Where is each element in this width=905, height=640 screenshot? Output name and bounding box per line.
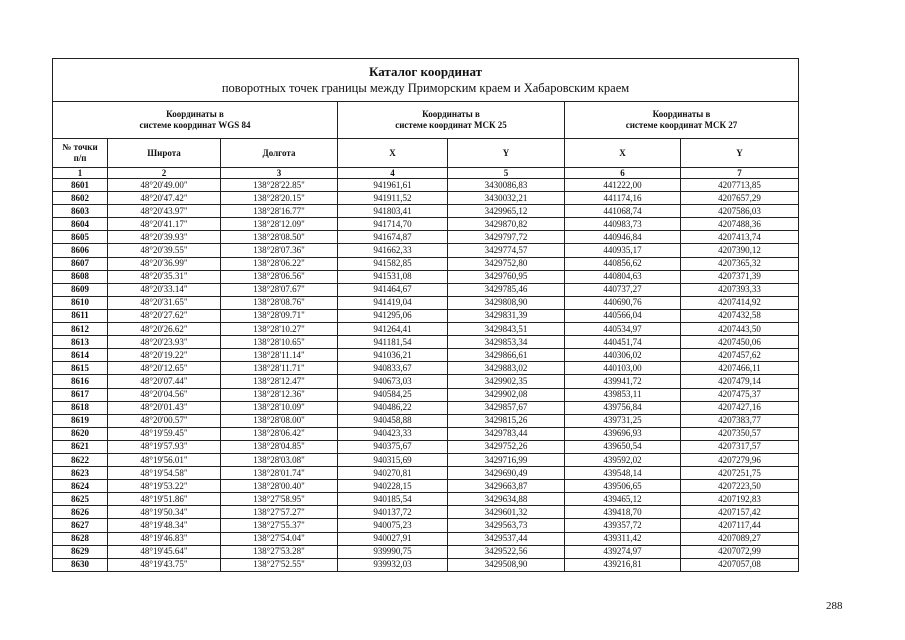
cell-msk25-y: 3429783,44 — [448, 427, 565, 440]
cell-point-no: 8621 — [53, 440, 108, 453]
cell-msk27-x: 439853,11 — [565, 388, 681, 401]
cell-msk25-x: 940673,03 — [338, 375, 448, 388]
table-row — [53, 493, 799, 506]
cell-latitude: 48°20'49.00" — [108, 179, 221, 192]
cell-msk27-y: 4207450,06 — [681, 336, 799, 349]
table-row — [53, 519, 799, 532]
cell-longitude: 138°28'06.56" — [221, 270, 338, 283]
cell-msk27-y: 4207393,33 — [681, 283, 799, 296]
coordinate-table — [52, 58, 799, 572]
group-header-wgs84 — [53, 102, 338, 139]
cell-msk25-y: 3429752,26 — [448, 440, 565, 453]
cell-latitude: 48°19'50.34" — [108, 506, 221, 519]
cell-longitude: 138°27'57.27" — [221, 506, 338, 519]
column-header-point-no-line2: п/п — [73, 153, 87, 163]
cell-longitude: 138°28'03.08" — [221, 453, 338, 466]
cell-msk25-y: 3429831,39 — [448, 309, 565, 322]
cell-latitude: 48°20'01.43" — [108, 401, 221, 414]
cell-latitude: 48°20'07.44" — [108, 375, 221, 388]
column-header-msk25-y: Y — [448, 139, 565, 168]
cell-longitude: 138°28'12.09" — [221, 218, 338, 231]
cell-msk27-y: 4207414,92 — [681, 296, 799, 309]
cell-point-no: 8612 — [53, 323, 108, 336]
cell-latitude: 48°19'51.86" — [108, 493, 221, 506]
cell-msk25-y: 3429522,56 — [448, 545, 565, 558]
cell-point-no: 8609 — [53, 283, 108, 296]
cell-msk25-x: 941803,41 — [338, 205, 448, 218]
table-row — [53, 231, 799, 244]
cell-msk27-y: 4207586,03 — [681, 205, 799, 218]
cell-msk27-y: 4207466,11 — [681, 362, 799, 375]
cell-msk27-y: 4207223,50 — [681, 480, 799, 493]
cell-msk27-x: 440103,00 — [565, 362, 681, 375]
table-row — [53, 440, 799, 453]
cell-msk25-x: 940270,81 — [338, 467, 448, 480]
group-header-line2: системе координат МСК 25 — [395, 120, 507, 130]
cell-longitude: 138°28'07.36" — [221, 244, 338, 257]
cell-longitude: 138°28'12.47" — [221, 375, 338, 388]
cell-latitude: 48°19'56.01" — [108, 453, 221, 466]
cell-msk25-y: 3429965,12 — [448, 205, 565, 218]
cell-msk27-y: 4207350,57 — [681, 427, 799, 440]
cell-msk27-y: 4207157,42 — [681, 506, 799, 519]
cell-latitude: 48°20'00.57" — [108, 414, 221, 427]
table-row — [53, 401, 799, 414]
cell-msk27-x: 441068,74 — [565, 205, 681, 218]
cell-longitude: 138°27'58.95" — [221, 493, 338, 506]
cell-longitude: 138°28'07.67" — [221, 283, 338, 296]
cell-longitude: 138°27'52.55" — [221, 558, 338, 571]
cell-msk25-x: 941264,41 — [338, 323, 448, 336]
cell-msk25-x: 940458,88 — [338, 414, 448, 427]
cell-msk27-y: 4207413,74 — [681, 231, 799, 244]
cell-longitude: 138°28'11.14" — [221, 349, 338, 362]
cell-msk25-x: 941674,87 — [338, 231, 448, 244]
cell-point-no: 8628 — [53, 532, 108, 545]
cell-point-no: 8605 — [53, 231, 108, 244]
cell-point-no: 8602 — [53, 192, 108, 205]
cell-msk27-x: 440856,62 — [565, 257, 681, 270]
cell-msk25-x: 941911,52 — [338, 192, 448, 205]
cell-msk27-x: 439696,93 — [565, 427, 681, 440]
cell-latitude: 48°20'26.62" — [108, 323, 221, 336]
column-header-latitude: Широта — [108, 139, 221, 168]
table-title: Каталог координат — [369, 64, 483, 79]
table-row — [53, 427, 799, 440]
cell-longitude: 138°28'06.22" — [221, 257, 338, 270]
cell-msk25-y: 3429808,90 — [448, 296, 565, 309]
cell-msk27-x: 440946,84 — [565, 231, 681, 244]
cell-msk27-y: 4207072,99 — [681, 545, 799, 558]
cell-msk27-x: 439941,72 — [565, 375, 681, 388]
cell-msk25-y: 3429537,44 — [448, 532, 565, 545]
cell-latitude: 48°20'39.55" — [108, 244, 221, 257]
cell-msk27-y: 4207427,16 — [681, 401, 799, 414]
cell-point-no: 8603 — [53, 205, 108, 218]
column-number: 1 — [53, 168, 108, 179]
cell-latitude: 48°19'43.75" — [108, 558, 221, 571]
table-body — [53, 179, 799, 572]
cell-point-no: 8619 — [53, 414, 108, 427]
cell-latitude: 48°20'19.22" — [108, 349, 221, 362]
cell-msk25-x: 941531,08 — [338, 270, 448, 283]
cell-msk27-y: 4207475,37 — [681, 388, 799, 401]
table-row — [53, 467, 799, 480]
cell-msk27-x: 439418,70 — [565, 506, 681, 519]
cell-msk27-x: 439311,42 — [565, 532, 681, 545]
cell-msk27-x: 441174,16 — [565, 192, 681, 205]
group-header-line1: Координаты в — [422, 109, 480, 119]
cell-point-no: 8604 — [53, 218, 108, 231]
cell-point-no: 8625 — [53, 493, 108, 506]
cell-msk27-y: 4207192,83 — [681, 493, 799, 506]
cell-msk27-x: 439592,02 — [565, 453, 681, 466]
cell-msk25-y: 3429752,80 — [448, 257, 565, 270]
coordinate-catalog-sheet — [52, 58, 798, 572]
cell-msk27-x: 440566,04 — [565, 309, 681, 322]
cell-msk27-x: 439274,97 — [565, 545, 681, 558]
cell-msk27-x: 439548,14 — [565, 467, 681, 480]
column-header-msk27-y: Y — [681, 139, 799, 168]
cell-msk27-y: 4207713,85 — [681, 179, 799, 192]
cell-msk25-x: 941036,21 — [338, 349, 448, 362]
cell-longitude: 138°28'10.09" — [221, 401, 338, 414]
cell-msk27-y: 4207657,29 — [681, 192, 799, 205]
cell-msk27-y: 4207479,14 — [681, 375, 799, 388]
table-row — [53, 480, 799, 493]
cell-point-no: 8617 — [53, 388, 108, 401]
cell-point-no: 8613 — [53, 336, 108, 349]
cell-longitude: 138°28'11.71" — [221, 362, 338, 375]
column-header-msk27-x: X — [565, 139, 681, 168]
column-header-longitude: Долгота — [221, 139, 338, 168]
cell-msk27-x: 440983,73 — [565, 218, 681, 231]
cell-longitude: 138°28'08.00" — [221, 414, 338, 427]
cell-msk27-y: 4207317,57 — [681, 440, 799, 453]
cell-latitude: 48°19'54.58" — [108, 467, 221, 480]
cell-latitude: 48°19'53.22" — [108, 480, 221, 493]
cell-msk27-y: 4207371,39 — [681, 270, 799, 283]
cell-point-no: 8610 — [53, 296, 108, 309]
column-header-msk25-x: X — [338, 139, 448, 168]
table-row — [53, 453, 799, 466]
cell-msk25-x: 940315,69 — [338, 453, 448, 466]
cell-latitude: 48°20'12.65" — [108, 362, 221, 375]
cell-msk25-y: 3429815,26 — [448, 414, 565, 427]
cell-longitude: 138°28'08.50" — [221, 231, 338, 244]
cell-msk27-y: 4207443,50 — [681, 323, 799, 336]
cell-msk25-y: 3429785,46 — [448, 283, 565, 296]
table-row — [53, 375, 799, 388]
table-row — [53, 218, 799, 231]
table-subtitle: поворотных точек границы между Приморским краем и Хабаровским краем — [221, 81, 630, 95]
group-header-line2: системе координат WGS 84 — [139, 120, 251, 130]
cell-msk27-x: 440804,63 — [565, 270, 681, 283]
table-row — [53, 205, 799, 218]
cell-msk27-y: 4207057,08 — [681, 558, 799, 571]
cell-msk25-x: 940833,67 — [338, 362, 448, 375]
cell-msk27-x: 439650,54 — [565, 440, 681, 453]
cell-msk25-y: 3429563,73 — [448, 519, 565, 532]
cell-point-no: 8607 — [53, 257, 108, 270]
table-row — [53, 349, 799, 362]
cell-longitude: 138°27'55.37" — [221, 519, 338, 532]
cell-msk25-y: 3429883,02 — [448, 362, 565, 375]
cell-msk27-x: 439506,65 — [565, 480, 681, 493]
cell-latitude: 48°20'31.65" — [108, 296, 221, 309]
cell-point-no: 8626 — [53, 506, 108, 519]
cell-msk27-x: 439216,81 — [565, 558, 681, 571]
cell-msk25-x: 940584,25 — [338, 388, 448, 401]
table-row — [53, 244, 799, 257]
cell-msk25-x: 939990,75 — [338, 545, 448, 558]
cell-msk25-y: 3429760,95 — [448, 270, 565, 283]
cell-msk25-x: 940228,15 — [338, 480, 448, 493]
cell-msk25-x: 940486,22 — [338, 401, 448, 414]
column-number: 5 — [448, 168, 565, 179]
cell-msk25-y: 3429663,87 — [448, 480, 565, 493]
cell-msk25-y: 3429843,51 — [448, 323, 565, 336]
cell-msk25-y: 3430032,21 — [448, 192, 565, 205]
cell-msk27-x: 440534,97 — [565, 323, 681, 336]
table-row — [53, 558, 799, 571]
cell-latitude: 48°20'47.42" — [108, 192, 221, 205]
cell-msk25-x: 940027,91 — [338, 532, 448, 545]
table-row — [53, 257, 799, 270]
column-number: 4 — [338, 168, 448, 179]
cell-longitude: 138°28'08.76" — [221, 296, 338, 309]
cell-latitude: 48°20'23.93" — [108, 336, 221, 349]
cell-msk25-y: 3429508,90 — [448, 558, 565, 571]
table-row — [53, 309, 799, 322]
cell-point-no: 8616 — [53, 375, 108, 388]
cell-point-no: 8627 — [53, 519, 108, 532]
cell-point-no: 8608 — [53, 270, 108, 283]
cell-msk25-x: 941582,85 — [338, 257, 448, 270]
cell-point-no: 8622 — [53, 453, 108, 466]
cell-msk27-x: 441222,00 — [565, 179, 681, 192]
cell-msk25-y: 3429774,57 — [448, 244, 565, 257]
table-row — [53, 296, 799, 309]
cell-msk25-y: 3429853,34 — [448, 336, 565, 349]
cell-msk27-x: 440737,27 — [565, 283, 681, 296]
table-row — [53, 336, 799, 349]
cell-msk27-x: 439357,72 — [565, 519, 681, 532]
cell-longitude: 138°28'16.77" — [221, 205, 338, 218]
cell-msk25-x: 940137,72 — [338, 506, 448, 519]
cell-msk27-x: 439756,84 — [565, 401, 681, 414]
cell-longitude: 138°28'20.15" — [221, 192, 338, 205]
cell-msk25-x: 940075,23 — [338, 519, 448, 532]
cell-longitude: 138°28'01.74" — [221, 467, 338, 480]
table-row — [53, 388, 799, 401]
column-header-point-no — [53, 139, 108, 168]
group-header-msk27 — [565, 102, 799, 139]
cell-longitude: 138°27'53.28" — [221, 545, 338, 558]
column-numbers-row — [53, 168, 799, 179]
cell-point-no: 8614 — [53, 349, 108, 362]
cell-point-no: 8611 — [53, 309, 108, 322]
cell-latitude: 48°20'41.17" — [108, 218, 221, 231]
cell-latitude: 48°19'57.93" — [108, 440, 221, 453]
cell-point-no: 8615 — [53, 362, 108, 375]
cell-point-no: 8606 — [53, 244, 108, 257]
table-row — [53, 414, 799, 427]
group-header-line1: Координаты в — [652, 109, 711, 119]
cell-latitude: 48°19'59.45" — [108, 427, 221, 440]
cell-msk27-y: 4207383,77 — [681, 414, 799, 427]
cell-msk25-y: 3429716,99 — [448, 453, 565, 466]
group-header-line2: системе координат МСК 27 — [625, 120, 738, 130]
cell-latitude: 48°20'43.97" — [108, 205, 221, 218]
cell-msk27-x: 440306,02 — [565, 349, 681, 362]
cell-point-no: 8630 — [53, 558, 108, 571]
cell-latitude: 48°20'27.62" — [108, 309, 221, 322]
cell-msk27-x: 440690,76 — [565, 296, 681, 309]
cell-longitude: 138°28'22.85" — [221, 179, 338, 192]
cell-point-no: 8601 — [53, 179, 108, 192]
cell-msk27-x: 439731,25 — [565, 414, 681, 427]
table-row — [53, 270, 799, 283]
column-number: 2 — [108, 168, 221, 179]
table-row — [53, 532, 799, 545]
table-row — [53, 283, 799, 296]
cell-latitude: 48°20'35.31" — [108, 270, 221, 283]
cell-point-no: 8620 — [53, 427, 108, 440]
cell-longitude: 138°28'06.42" — [221, 427, 338, 440]
cell-msk25-y: 3429902,08 — [448, 388, 565, 401]
cell-msk25-y: 3429690,49 — [448, 467, 565, 480]
cell-longitude: 138°28'09.71" — [221, 309, 338, 322]
table-title-cell — [53, 59, 799, 102]
cell-msk25-x: 940185,54 — [338, 493, 448, 506]
cell-point-no: 8629 — [53, 545, 108, 558]
cell-msk27-y: 4207279,96 — [681, 453, 799, 466]
cell-msk25-y: 3429866,61 — [448, 349, 565, 362]
cell-latitude: 48°19'45.64" — [108, 545, 221, 558]
cell-msk27-x: 440451,74 — [565, 336, 681, 349]
cell-msk25-x: 941419,04 — [338, 296, 448, 309]
cell-msk25-x: 941181,54 — [338, 336, 448, 349]
cell-point-no: 8624 — [53, 480, 108, 493]
cell-msk25-x: 939932,03 — [338, 558, 448, 571]
cell-msk27-x: 439465,12 — [565, 493, 681, 506]
column-header-point-no-line1: № точки — [62, 142, 98, 152]
cell-msk25-y: 3429857,67 — [448, 401, 565, 414]
cell-msk27-y: 4207488,36 — [681, 218, 799, 231]
column-number: 3 — [221, 168, 338, 179]
table-row — [53, 362, 799, 375]
group-header-msk25 — [338, 102, 565, 139]
cell-msk25-y: 3429902,35 — [448, 375, 565, 388]
page-number: 288 — [826, 600, 843, 612]
cell-msk25-y: 3429797,72 — [448, 231, 565, 244]
cell-msk25-y: 3430086,83 — [448, 179, 565, 192]
cell-latitude: 48°20'04.56" — [108, 388, 221, 401]
table-row — [53, 506, 799, 519]
cell-point-no: 8623 — [53, 467, 108, 480]
cell-msk25-x: 941961,61 — [338, 179, 448, 192]
column-number: 6 — [565, 168, 681, 179]
cell-longitude: 138°28'12.36" — [221, 388, 338, 401]
cell-msk25-y: 3429870,82 — [448, 218, 565, 231]
cell-latitude: 48°20'36.99" — [108, 257, 221, 270]
table-row — [53, 323, 799, 336]
cell-msk25-x: 940375,67 — [338, 440, 448, 453]
cell-msk25-x: 941464,67 — [338, 283, 448, 296]
cell-msk27-y: 4207251,75 — [681, 467, 799, 480]
cell-longitude: 138°28'10.65" — [221, 336, 338, 349]
cell-longitude: 138°28'00.40" — [221, 480, 338, 493]
cell-point-no: 8618 — [53, 401, 108, 414]
column-number: 7 — [681, 168, 799, 179]
cell-longitude: 138°27'54.04" — [221, 532, 338, 545]
cell-msk25-y: 3429601,32 — [448, 506, 565, 519]
cell-longitude: 138°28'04.85" — [221, 440, 338, 453]
cell-msk27-y: 4207457,62 — [681, 349, 799, 362]
cell-latitude: 48°19'48.34" — [108, 519, 221, 532]
cell-msk25-x: 940423,33 — [338, 427, 448, 440]
group-header-line1: Координаты в — [166, 109, 224, 119]
cell-msk25-y: 3429634,88 — [448, 493, 565, 506]
table-row — [53, 545, 799, 558]
cell-latitude: 48°20'39.93" — [108, 231, 221, 244]
cell-msk25-x: 941662,33 — [338, 244, 448, 257]
cell-msk27-y: 4207390,12 — [681, 244, 799, 257]
cell-msk27-y: 4207089,27 — [681, 532, 799, 545]
cell-msk27-y: 4207365,32 — [681, 257, 799, 270]
cell-msk25-x: 941714,70 — [338, 218, 448, 231]
table-row — [53, 179, 799, 192]
cell-latitude: 48°20'33.14" — [108, 283, 221, 296]
cell-msk27-y: 4207432,58 — [681, 309, 799, 322]
cell-msk27-y: 4207117,44 — [681, 519, 799, 532]
cell-longitude: 138°28'10.27" — [221, 323, 338, 336]
cell-latitude: 48°19'46.83" — [108, 532, 221, 545]
cell-msk27-x: 440935,17 — [565, 244, 681, 257]
cell-msk25-x: 941295,06 — [338, 309, 448, 322]
table-row — [53, 192, 799, 205]
